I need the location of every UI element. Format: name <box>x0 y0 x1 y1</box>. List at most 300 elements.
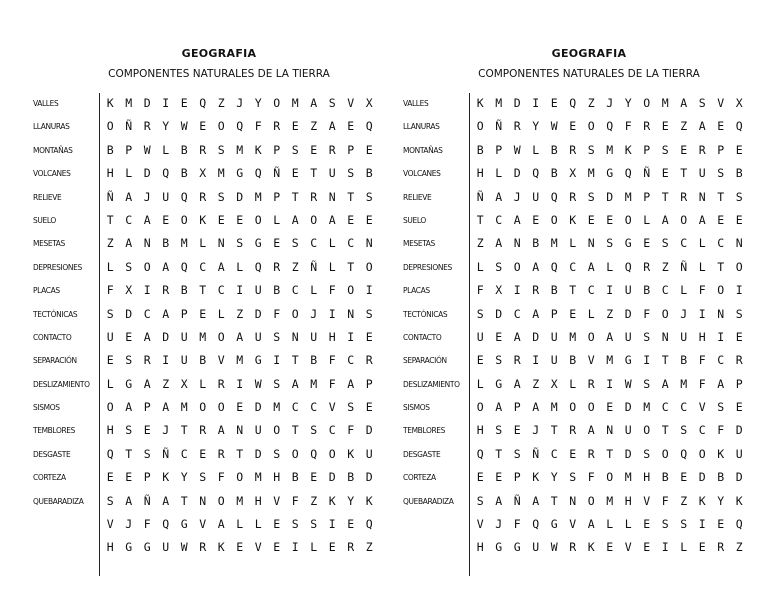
grid-letter: R <box>717 540 725 555</box>
grid-letter: U <box>365 446 373 461</box>
grid-row <box>471 94 749 117</box>
grid-letter: R <box>328 142 336 157</box>
grid-letter: U <box>162 189 170 204</box>
grid-letter: L <box>476 259 484 274</box>
grid-letter: N <box>735 236 743 251</box>
grid-letter: P <box>273 189 281 204</box>
grid-letter: R <box>143 353 151 368</box>
grid-row <box>471 421 749 444</box>
grid-letter: C <box>143 306 151 321</box>
grid-letter: D <box>735 470 743 485</box>
grid-letter: P <box>143 470 151 485</box>
grid-letter: Ñ <box>273 166 281 181</box>
grid-letter: O <box>217 400 225 415</box>
grid-letter: Z <box>365 540 373 555</box>
grid-letter: E <box>365 212 373 227</box>
grid-letter: K <box>476 96 484 110</box>
grid-letter: F <box>698 353 706 368</box>
grid-letter: E <box>291 166 299 181</box>
grid-letter: E <box>125 470 133 485</box>
grid-letter: U <box>624 329 632 344</box>
grid-letter: F <box>254 119 262 134</box>
grid-letter: O <box>328 446 336 461</box>
grid-letter: V <box>217 353 225 368</box>
grid-letter: E <box>162 212 170 227</box>
grid-letter: R <box>513 353 521 368</box>
letter-grid <box>101 94 379 562</box>
grid-letter: O <box>217 493 225 508</box>
grid-letter: L <box>310 283 318 298</box>
grid-letter: E <box>569 306 577 321</box>
word-list <box>33 94 99 515</box>
grid-letter: J <box>532 423 540 438</box>
grid-letter: B <box>643 283 651 298</box>
grid-letter: C <box>328 423 336 438</box>
grid-letter: R <box>569 142 577 157</box>
grid-letter: G <box>624 236 632 251</box>
grid-letter: I <box>162 353 170 368</box>
grid-letter: H <box>106 166 114 181</box>
grid-letter: F <box>347 423 355 438</box>
grid-letter: F <box>624 119 632 134</box>
grid-letter: O <box>587 493 595 508</box>
grid-letter: H <box>254 493 262 508</box>
grid-letter: T <box>661 189 669 204</box>
grid-letter: N <box>217 236 225 251</box>
grid-letter: J <box>162 423 170 438</box>
grid-letter: E <box>495 470 503 485</box>
grid-letter: U <box>550 329 558 344</box>
word-list-item: DEPRESIONES <box>33 261 82 272</box>
grid-letter: E <box>661 119 669 134</box>
grid-letter: K <box>365 493 373 508</box>
grid-letter: E <box>476 353 484 368</box>
grid-row <box>101 234 379 257</box>
grid-letter: O <box>180 212 188 227</box>
grid-letter: E <box>476 470 484 485</box>
grid-letter: B <box>180 142 188 157</box>
word-list-item: MESETAS <box>33 238 65 249</box>
grid-letter: G <box>254 353 262 368</box>
grid-row <box>101 445 379 468</box>
grid-letter: G <box>495 540 503 555</box>
grid-letter: R <box>217 446 225 461</box>
grid-letter: P <box>735 376 743 391</box>
grid-row <box>471 468 749 491</box>
grid-letter: A <box>291 212 299 227</box>
word-list-item: RELIEVE <box>33 191 62 202</box>
grid-letter: G <box>550 517 558 532</box>
grid-letter: A <box>162 400 170 415</box>
grid-letter: F <box>273 306 281 321</box>
grid-letter: E <box>236 212 244 227</box>
grid-letter: A <box>125 493 133 508</box>
grid-letter: G <box>606 166 614 181</box>
grid-row <box>101 515 379 538</box>
grid-letter: O <box>587 329 595 344</box>
grid-letter: B <box>550 283 558 298</box>
grid-letter: P <box>347 142 355 157</box>
grid-letter: L <box>217 306 225 321</box>
grid-letter: B <box>180 166 188 181</box>
grid-letter: O <box>143 259 151 274</box>
grid-letter: N <box>328 189 336 204</box>
grid-letter: U <box>532 189 540 204</box>
grid-letter: F <box>143 517 151 532</box>
grid-letter: Q <box>254 166 262 181</box>
grid-letter: R <box>217 376 225 391</box>
grid-letter: L <box>254 517 262 532</box>
grid-letter: C <box>125 212 133 227</box>
grid-row <box>101 351 379 374</box>
word-list-item: CONTACTO <box>33 331 72 342</box>
grid-letter: Ñ <box>310 259 318 274</box>
grid-letter: Ñ <box>532 446 540 461</box>
grid-letter: Q <box>310 446 318 461</box>
grid-letter: J <box>310 306 318 321</box>
grid-letter: Z <box>587 96 595 110</box>
grid-letter: E <box>365 400 373 415</box>
grid-letter: H <box>624 493 632 508</box>
grid-letter: A <box>125 236 133 251</box>
grid-letter: A <box>513 376 521 391</box>
grid-letter: L <box>698 236 706 251</box>
grid-letter: E <box>735 329 743 344</box>
grid-letter: E <box>569 119 577 134</box>
grid-letter: S <box>347 166 355 181</box>
grid-letter: I <box>328 306 336 321</box>
grid-letter: N <box>365 236 373 251</box>
grid-row <box>101 141 379 164</box>
grid-letter: E <box>199 446 207 461</box>
grid-letter: P <box>513 470 521 485</box>
grid-letter: E <box>550 96 558 110</box>
grid-letter: E <box>643 517 651 532</box>
grid-letter: F <box>698 283 706 298</box>
grid-letter: I <box>606 283 614 298</box>
grid-letter: E <box>310 470 318 485</box>
grid-letter: A <box>143 212 151 227</box>
puzzle-subtitle: COMPONENTES NATURALES DE LA TIERRA <box>478 68 700 80</box>
grid-letter: Z <box>680 119 688 134</box>
grid-letter: J <box>513 189 521 204</box>
grid-letter: B <box>735 166 743 181</box>
grid-letter: H <box>106 540 114 555</box>
grid-row <box>471 188 749 211</box>
grid-letter: T <box>680 166 688 181</box>
grid-letter: L <box>199 376 207 391</box>
grid-letter: O <box>273 423 281 438</box>
grid-letter: A <box>495 400 503 415</box>
grid-letter: H <box>698 329 706 344</box>
grid-letter: I <box>328 517 336 532</box>
grid-letter: M <box>199 329 207 344</box>
word-list-item: DESGASTE <box>33 448 71 459</box>
grid-letter: B <box>550 166 558 181</box>
grid-row <box>471 141 749 164</box>
grid-letter: Y <box>532 119 540 134</box>
grid-letter: O <box>365 259 373 274</box>
grid-letter: R <box>199 189 207 204</box>
grid-letter: K <box>162 470 170 485</box>
grid-letter: G <box>143 540 151 555</box>
grid-letter: S <box>587 142 595 157</box>
grid-letter: Q <box>162 166 170 181</box>
grid-letter: F <box>328 376 336 391</box>
grid-letter: N <box>698 189 706 204</box>
puzzle-title: GEOGRAFIA <box>181 47 257 60</box>
word-list-item: SUELO <box>33 214 56 225</box>
grid-letter: A <box>495 493 503 508</box>
grid-letter: A <box>495 189 503 204</box>
grid-letter: O <box>291 306 299 321</box>
grid-letter: Z <box>680 493 688 508</box>
grid-letter: T <box>569 283 577 298</box>
grid-letter: S <box>143 446 151 461</box>
grid-letter: D <box>624 446 632 461</box>
grid-letter: R <box>199 423 207 438</box>
grid-letter: S <box>365 306 373 321</box>
grid-letter: N <box>606 423 614 438</box>
grid-letter: D <box>254 400 262 415</box>
grid-letter: R <box>643 119 651 134</box>
grid-letter: L <box>569 376 577 391</box>
grid-letter: Q <box>365 517 373 532</box>
grid-letter: R <box>162 283 170 298</box>
grid-row <box>471 234 749 257</box>
grid-letter: C <box>513 306 521 321</box>
grid-letter: L <box>236 517 244 532</box>
grid-letter: A <box>217 517 225 532</box>
grid-letter: Y <box>717 493 725 508</box>
grid-letter: R <box>347 540 355 555</box>
grid-letter: E <box>180 96 188 110</box>
grid-letter: S <box>495 423 503 438</box>
grid-letter: D <box>495 306 503 321</box>
grid-letter: A <box>587 517 595 532</box>
grid-letter: U <box>162 540 170 555</box>
grid-letter: E <box>735 212 743 227</box>
grid-letter: E <box>717 517 725 532</box>
grid-letter: K <box>735 493 743 508</box>
grid-letter: R <box>569 189 577 204</box>
grid-letter: A <box>587 259 595 274</box>
grid-letter: S <box>495 353 503 368</box>
grid-letter: A <box>347 376 355 391</box>
grid-row <box>471 281 749 304</box>
grid-letter: B <box>347 470 355 485</box>
grid-letter: R <box>199 142 207 157</box>
grid-letter: A <box>310 96 318 110</box>
grid-letter: A <box>680 96 688 110</box>
grid-letter: B <box>199 353 207 368</box>
grid-letter: S <box>106 493 114 508</box>
word-list-item: MESETAS <box>403 238 435 249</box>
grid-letter: U <box>254 329 262 344</box>
grid-letter: U <box>254 423 262 438</box>
grid-letter: O <box>606 470 614 485</box>
grid-letter: E <box>236 400 244 415</box>
grid-letter: D <box>365 423 373 438</box>
grid-letter: O <box>273 96 281 110</box>
grid-letter: Q <box>106 446 114 461</box>
grid-letter: H <box>273 470 281 485</box>
grid-letter: K <box>532 470 540 485</box>
grid-letter: U <box>254 283 262 298</box>
puzzle-subtitle: COMPONENTES NATURALES DE LA TIERRA <box>108 68 330 80</box>
grid-letter: S <box>587 189 595 204</box>
grid-letter: Q <box>569 96 577 110</box>
grid-letter: D <box>513 166 521 181</box>
grid-letter: L <box>328 259 336 274</box>
grid-letter: H <box>476 423 484 438</box>
word-list-item: SISMOS <box>403 402 430 413</box>
grid-letter: J <box>680 306 688 321</box>
grid-letter: O <box>106 400 114 415</box>
grid-letter: Ñ <box>680 259 688 274</box>
grid-letter: J <box>495 517 503 532</box>
grid-letter: W <box>254 376 262 391</box>
grid-letter: E <box>217 212 225 227</box>
grid-letter: I <box>698 517 706 532</box>
grid-letter: Y <box>254 96 262 110</box>
grid-letter: F <box>476 283 484 298</box>
grid-letter: S <box>680 423 688 438</box>
grid-letter: B <box>291 470 299 485</box>
grid-letter: D <box>254 446 262 461</box>
grid-letter: P <box>550 306 558 321</box>
grid-letter: E <box>698 540 706 555</box>
grid-letter: R <box>532 283 540 298</box>
grid-letter: Ñ <box>476 189 484 204</box>
grid-letter: E <box>347 212 355 227</box>
grid-letter: E <box>273 517 281 532</box>
grid-letter: F <box>106 283 114 298</box>
grid-letter: Q <box>199 96 207 110</box>
grid-letter: S <box>569 470 577 485</box>
grid-letter: T <box>106 212 114 227</box>
grid-letter: O <box>735 259 743 274</box>
grid-letter: M <box>661 96 669 110</box>
grid-letter: P <box>495 142 503 157</box>
grid-letter: S <box>643 376 651 391</box>
word-search-right <box>370 0 754 594</box>
grid-letter: E <box>606 212 614 227</box>
grid-letter: S <box>735 306 743 321</box>
grid-letter: L <box>495 166 503 181</box>
grid-letter: R <box>587 376 595 391</box>
grid-letter: T <box>661 353 669 368</box>
grid-letter: M <box>569 329 577 344</box>
grid-letter: C <box>347 353 355 368</box>
grid-letter: E <box>273 540 281 555</box>
grid-letter: U <box>180 329 188 344</box>
grid-letter: X <box>199 166 207 181</box>
grid-letter: M <box>236 142 244 157</box>
grid-letter: Q <box>550 259 558 274</box>
grid-letter: S <box>291 236 299 251</box>
grid-letter: F <box>328 283 336 298</box>
grid-letter: B <box>476 142 484 157</box>
word-list-item: TECTÓNICAS <box>33 308 78 319</box>
grid-letter: A <box>606 329 614 344</box>
grid-letter: K <box>587 540 595 555</box>
grid-letter: E <box>532 212 540 227</box>
grid-letter: A <box>532 306 540 321</box>
grid-letter: M <box>606 493 614 508</box>
grid-letter: C <box>698 423 706 438</box>
grid-letter: L <box>680 283 688 298</box>
grid-letter: D <box>698 470 706 485</box>
grid-letter: D <box>143 96 151 110</box>
grid-letter: Ñ <box>162 446 170 461</box>
grid-letter: Y <box>347 493 355 508</box>
grid-letter: P <box>125 142 133 157</box>
grid-letter: E <box>680 142 688 157</box>
grid-letter: X <box>569 166 577 181</box>
grid-letter: T <box>180 423 188 438</box>
grid-letter: L <box>569 236 577 251</box>
word-list-item: VALLES <box>403 98 429 108</box>
word-list-item: CORTEZA <box>33 472 66 483</box>
grid-letter: S <box>643 446 651 461</box>
grid-letter: X <box>550 376 558 391</box>
grid-letter: N <box>199 493 207 508</box>
grid-letter: Q <box>236 119 244 134</box>
grid-letter: T <box>236 446 244 461</box>
grid-row <box>101 421 379 444</box>
word-list-item: DESGASTE <box>403 448 441 459</box>
grid-letter: M <box>606 353 614 368</box>
grid-letter: Z <box>310 119 318 134</box>
grid-letter: A <box>698 119 706 134</box>
grid-letter: S <box>643 329 651 344</box>
grid-letter: W <box>513 142 521 157</box>
grid-letter: I <box>162 96 170 110</box>
grid-letter: Q <box>735 517 743 532</box>
grid-letter: C <box>310 400 318 415</box>
grid-letter: A <box>717 376 725 391</box>
grid-letter: B <box>550 142 558 157</box>
grid-letter: Ñ <box>143 493 151 508</box>
grid-letter: Z <box>291 259 299 274</box>
grid-letter: S <box>495 259 503 274</box>
grid-letter: I <box>513 283 521 298</box>
grid-letter: P <box>143 400 151 415</box>
grid-letter: V <box>254 540 262 555</box>
grid-letter: M <box>310 376 318 391</box>
grid-letter: A <box>532 400 540 415</box>
grid-letter: O <box>550 212 558 227</box>
grid-letter: K <box>217 540 225 555</box>
grid-letter: I <box>291 540 299 555</box>
word-list-item: DESLIZAMIENTO <box>403 378 460 389</box>
grid-letter: V <box>199 517 207 532</box>
grid-letter: F <box>698 376 706 391</box>
grid-letter: O <box>513 259 521 274</box>
word-list-item: DEPRESIONES <box>403 261 452 272</box>
grid-letter: H <box>328 329 336 344</box>
grid-letter: I <box>735 283 743 298</box>
grid-letter: X <box>735 96 743 110</box>
grid-letter: S <box>661 517 669 532</box>
grid-row <box>101 211 379 234</box>
word-list-item: SEPARACIÓN <box>33 355 77 366</box>
grid-letter: E <box>347 119 355 134</box>
grid-letter: R <box>273 259 281 274</box>
grid-letter: C <box>291 283 299 298</box>
grid-letter: F <box>291 493 299 508</box>
